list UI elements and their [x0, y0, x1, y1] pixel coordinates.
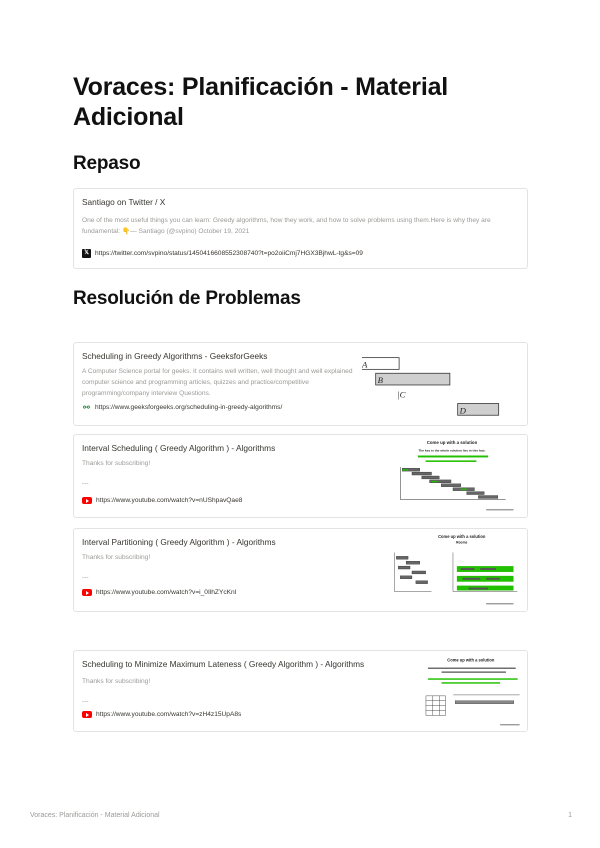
bookmark-description: A Computer Science portal for geeks. It contains well written, well thought and well explained computer science and programming articles, quizzes and practice/competitive programming/company interview Questions. — [82, 368, 353, 397]
bookmark-title[interactable]: Scheduling in Greedy Algorithms - GeeksforGeeks — [82, 351, 268, 361]
bookmark-title[interactable]: Scheduling to Minimize Maximum Lateness ( Greedy Algorithm ) - Algorithms — [82, 659, 365, 669]
bookmark-text — [82, 443, 377, 489]
bookmark-thumbnail — [377, 529, 527, 611]
bookmark-card-geeksforgeeks[interactable] — [73, 342, 528, 426]
block-label-a: A — [362, 359, 368, 370]
bookmark-description: One of the most useful things you can learn: Greedy algorithms, how they work, and how to solve problems using them.Here is why they are fundamental: 👇— Santiago (@svpino) October 19, 2021 — [82, 217, 491, 235]
geeksforgeeks-icon: ⚯ — [83, 403, 90, 412]
bookmark-thumbnail — [377, 435, 527, 517]
bookmark-url: https://www.youtube.com/watch?v=zH4z15UpA8s — [96, 711, 242, 718]
page-number: 1 — [568, 812, 572, 819]
bookmark-card-twitter[interactable] — [73, 188, 528, 269]
bookmark-thumbnail — [401, 651, 527, 731]
thumb-subtitle: Rooms — [456, 540, 468, 545]
bookmark-text — [82, 351, 362, 399]
x-icon: 𝕏 — [82, 249, 91, 258]
bookmark-link[interactable] — [82, 403, 282, 412]
bookmark-extra: --- — [82, 480, 89, 487]
bookmark-card-interval-scheduling[interactable] — [73, 434, 528, 518]
bookmark-description: Thanks for subscribing! — [82, 678, 151, 685]
footer-title: Voraces: Planificación - Material Adicional — [30, 812, 160, 819]
youtube-icon — [82, 711, 92, 718]
bookmark-title[interactable]: Interval Scheduling ( Greedy Algorithm ) - Algorithms — [82, 443, 276, 453]
bookmark-description: Thanks for subscribing! — [82, 554, 151, 561]
block-label-c: |C — [397, 389, 406, 400]
thumb-subtitle: The key to the whole solution lies in this fact: — [418, 448, 486, 453]
bookmark-link[interactable] — [82, 497, 242, 504]
bookmark-text — [82, 537, 377, 583]
section-heading-repaso: Repaso — [73, 153, 141, 174]
page-title: Voraces: Planificación - Material Adicional — [73, 73, 449, 131]
bookmark-url: https://www.geeksforgeeks.org/scheduling-in-greedy-algorithms/ — [95, 404, 283, 411]
bookmark-card-minimize-lateness[interactable] — [73, 650, 528, 732]
youtube-icon — [82, 589, 92, 596]
section-heading-resolucion: Resolución de Problemas — [73, 288, 301, 309]
thumb-title: Come up with a solution — [447, 657, 495, 663]
block-label-b: B — [377, 375, 383, 386]
bookmark-link[interactable] — [82, 589, 237, 596]
thumb-title: Come up with a solution — [438, 533, 486, 539]
bookmark-card-interval-partitioning[interactable] — [73, 528, 528, 612]
bookmark-thumbnail — [362, 343, 527, 425]
bookmark-text — [82, 659, 407, 707]
bookmark-url: https://www.youtube.com/watch?v=nUShpavQae8 — [96, 497, 243, 504]
bookmark-extra: --- — [82, 574, 89, 581]
bookmark-url: https://twitter.com/svpino/status/1450416608552308740?t=po2oiiCmj7HGX3BjhwL-tg&s=09 — [95, 250, 363, 257]
thumb-title: Come up with a solution — [426, 439, 478, 445]
bookmark-title[interactable]: Santiago on Twitter / X — [82, 197, 166, 207]
scheduling-blocks-diagram — [362, 343, 527, 425]
block-label-d: D — [459, 405, 466, 416]
bookmark-url: https://www.youtube.com/watch?v=i_0IlhZYcKnI — [96, 589, 237, 596]
bookmark-description: Thanks for subscribing! — [82, 460, 151, 467]
bookmark-link[interactable] — [82, 249, 363, 258]
bookmark-text — [82, 197, 527, 237]
youtube-icon — [82, 497, 92, 504]
bookmark-link[interactable] — [82, 711, 241, 718]
bookmark-extra: --- — [82, 698, 89, 705]
bookmark-title[interactable]: Interval Partitioning ( Greedy Algorithm ) - Algorithms — [82, 537, 276, 547]
